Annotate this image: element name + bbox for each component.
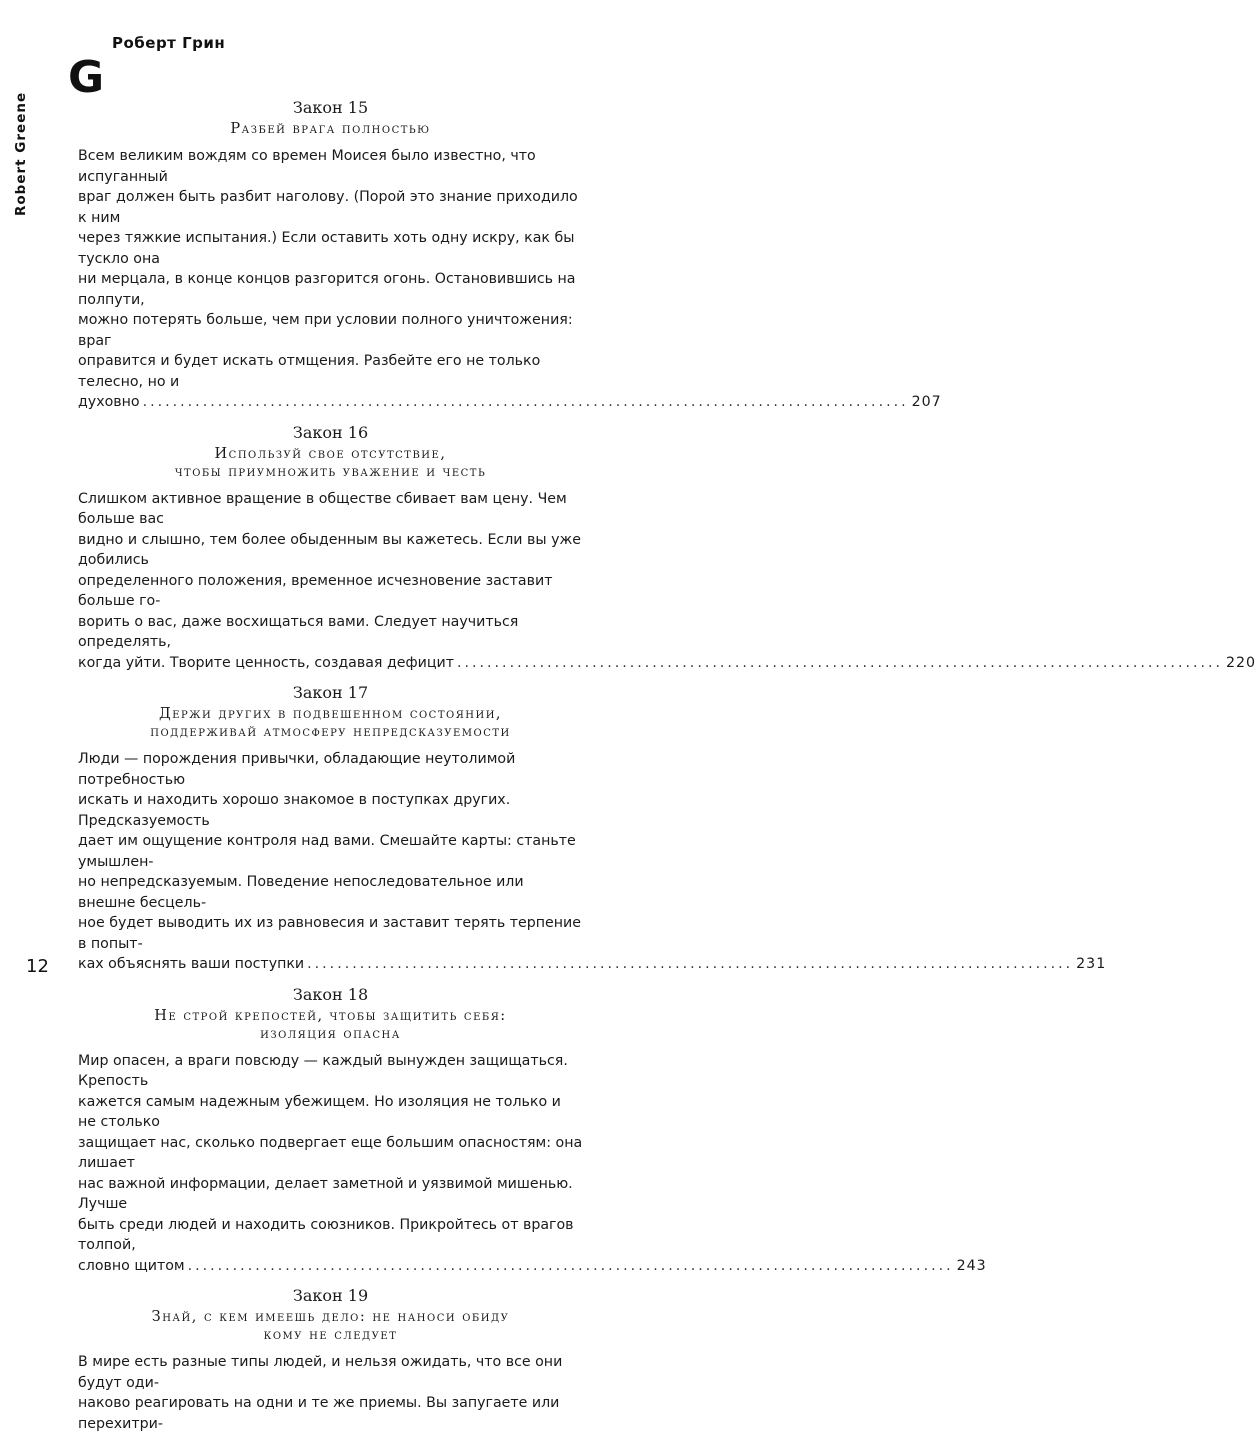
law-15 [78, 98, 942, 413]
body-line: определенного положения, временное исчезновение заставит больше го- [78, 572, 553, 609]
law-summary [78, 1352, 583, 1434]
body-line: ни мерцала, в конце концов разгорится огонь. Остановившись на полпути, [78, 271, 576, 308]
body-line: искать и находить хорошо знакомое в поступках других. Предсказуемость [78, 792, 511, 829]
body-line: быть среди людей и находить союзников. Прикройтесь от врагов толпой, [78, 1216, 574, 1253]
law-title-line: поддерживай атмосферу непредсказуемости [150, 724, 511, 740]
body-line: Слишком активное вращение в обществе сбивает вам цену. Чем больше вас [78, 490, 567, 527]
body-line-last: когда уйти. Творите ценность, создавая дефицит [78, 654, 454, 671]
law-number: Закон 18 [292, 984, 369, 1004]
page-number: 12 [26, 956, 49, 977]
body-line: кажется самым надежным убежищем. Но изоляция не только и не столько [78, 1093, 561, 1130]
law-summary [78, 146, 942, 413]
law-title-line: Используй свое отсутствие, [214, 445, 447, 462]
body-line: дает им ощущение контроля над вами. Смешайте карты: станьте умышлен- [78, 833, 576, 870]
law-18 [78, 984, 987, 1277]
dot-leader: ...................................................................................................... [307, 956, 1074, 972]
law-title-line: кому не следует [263, 1327, 398, 1343]
body-line: через тяжкие испытания.) Если оставить хоть одну искру, как бы тускло она [78, 230, 575, 267]
page-reference[interactable]: 220 [1226, 654, 1256, 671]
header-author: Роберт Грин [112, 34, 226, 52]
law-title-line: чтобы приумножить уважение и честь [174, 463, 487, 480]
law-17 [78, 683, 1107, 975]
body-line: но непредсказуемым. Поведение непоследовательное или внешне бесцель- [78, 874, 524, 911]
page-reference[interactable]: 207 [911, 394, 942, 410]
law-title-line: Держи других в подвешенном состоянии, [158, 706, 503, 722]
body-line: видно и слышно, тем более обыденным вы кажетесь. Если вы уже добились [78, 531, 581, 568]
law-title [78, 1007, 583, 1043]
body-line: наково реагировать на одни и те же приемы. Вы запугаете или перехитри- [78, 1395, 560, 1432]
body-line: враг должен быть разбит наголову. (Порой это знание приходило к ним [78, 189, 578, 226]
law-title-line: Не строй крепостей, чтобы защитить себя: [154, 1007, 507, 1024]
body-line: Люди — порождения привычки, обладающие неутолимой потребностью [78, 751, 516, 788]
toc-entry-line[interactable] [78, 954, 1107, 975]
dot-leader: ...................................................................................................... [187, 1257, 954, 1274]
law-summary [78, 749, 1107, 975]
body-line: можно потерять больше, чем при условии полного уничтожения: враг [78, 312, 573, 349]
body-line-last: духовно [78, 394, 140, 410]
law-title-line: изоляция опасна [260, 1025, 401, 1042]
law-title [78, 1308, 583, 1344]
law-number: Закон 19 [292, 1286, 369, 1305]
law-summary [78, 1051, 987, 1277]
law-19 [78, 1286, 583, 1434]
toc-entry-line[interactable] [78, 653, 1256, 674]
body-line-last: словно щитом [78, 1257, 185, 1274]
law-16 [78, 422, 1256, 674]
body-line: нас важной информации, делает заметной и уязвимой мишенью. Лучше [78, 1175, 573, 1212]
toc-entry-line[interactable] [78, 392, 942, 413]
body-line-last: ках объяснять ваши поступки [78, 956, 305, 972]
body-line: оправится и будет искать отмщения. Разбейте его не только телесно, но и [78, 353, 541, 390]
toc-entry-line[interactable] [78, 1256, 987, 1277]
spine-column [2, 76, 29, 216]
law-number: Закон 15 [292, 98, 369, 117]
law-title-line: Знай, с кем имеешь дело: не наноси обиду [151, 1309, 510, 1325]
law-number: Закон 16 [292, 422, 369, 442]
publisher-logo-g: G [68, 52, 105, 103]
dot-leader: ...................................................................................................... [142, 394, 909, 410]
body-line: ворить о вас, даже восхищаться вами. Следует научиться определять, [78, 613, 519, 650]
body-line: Всем великим вождям со времен Моисея было известно, что испуганный [78, 148, 536, 185]
law-number: Закон 17 [292, 683, 369, 702]
body-line: ное будет выводить их из равновесия и заставит терять терпение в попыт- [78, 915, 581, 952]
body-line: Мир опасен, а враги повсюду — каждый вынужден защищаться. Крепость [78, 1052, 568, 1089]
law-summary [78, 489, 1256, 674]
table-of-contents [78, 98, 1256, 1444]
spine-author-text: Robert Greene [13, 91, 29, 216]
law-title [78, 705, 583, 741]
page-reference[interactable]: 231 [1076, 956, 1107, 972]
law-title [78, 445, 583, 481]
body-line: защищает нас, сколько подвергает еще большим опасностям: она лишает [78, 1134, 583, 1171]
dot-leader: ...................................................................................................... [457, 654, 1223, 671]
law-title: Разбей врага полностью [230, 121, 431, 137]
page-reference[interactable]: 243 [956, 1257, 987, 1274]
body-line: В мире есть разные типы людей, и нельзя ожидать, что все они будут оди- [78, 1354, 563, 1391]
